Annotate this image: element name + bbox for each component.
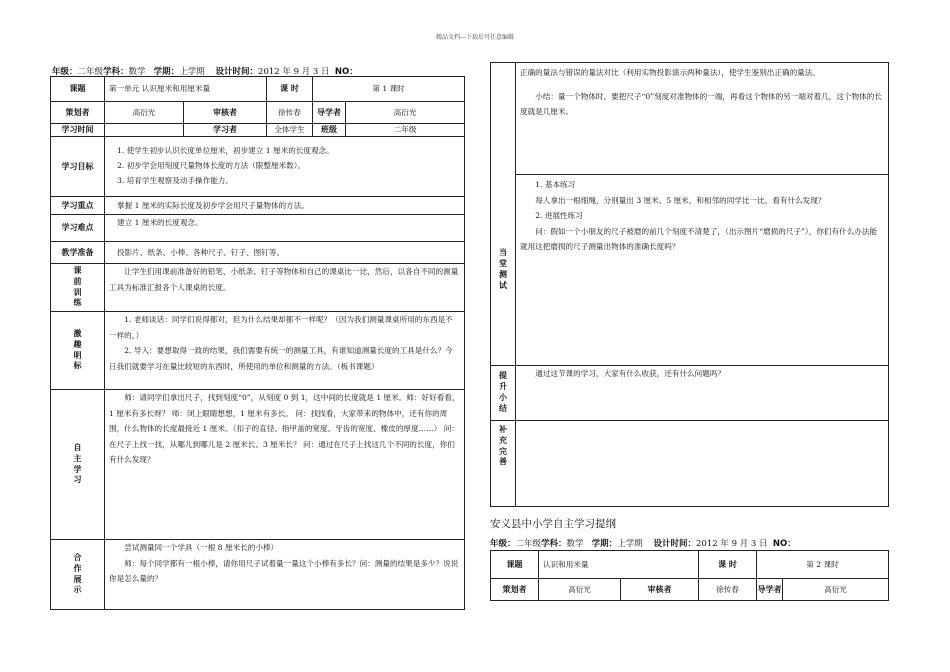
coop-text-2: 师：每个同学都有一根小棒，请你用尺子试着量一量这个小棒有多长？问：测量的结果是多少？说说你是怎么量的？ [109,558,459,584]
reviewer-label-2: 审核者 [621,579,699,601]
difficulty-value: 建立 1 厘米的长度观念。 [105,215,465,242]
subject-value-2: 数学 [566,539,584,549]
design-time-label: 设计时间： [215,67,259,77]
coop-cell [105,540,465,610]
test-item-1: 1. 基本练习 [535,180,576,189]
term-value: 上学期 [179,67,205,77]
improve-cell [516,366,889,421]
prep-value: 投影片、纸条、小棒、各种尺子、钉子、图钉等。 [105,242,465,264]
supplement-cell [516,421,889,507]
motivate-text-2: 2. 导入：要想取得一致的结果，我们需要有统一的测量工具，有谁知道测量长度的工具是什么？今日我们就要学习在量比较短的东西时，所使用的单位和测量的方法。（板书课题） [109,346,453,371]
selfstudy-cell [105,390,465,540]
test-item-4: 问：假如一个小朋友的尺子被磨的前几个刻度不清楚了，（出示图片“磨损的尺子”），你们有什么办法能就用这把磨损的尺子测量出物体的准确长度吗？ [520,226,878,252]
mentor-value: 高衍光 [346,102,465,124]
mentor-label-2: 导学者 [757,579,783,601]
test-label: 当 堂 测 试 [491,175,516,366]
period-value: 第 1 课时 [313,77,465,102]
mentor-value-2: 高衍光 [783,579,889,601]
grade-label: 年级： [52,67,78,77]
term-label-2: 学期： [591,539,618,549]
reviewer-value-2: 徐传春 [699,579,757,601]
improve-text: 通过这节课的学习，大家有什么收获，还有什么问题吗？ [535,369,726,378]
summary-text: 小结：量一个物体时，要把尺子“0”刻度对准物体的一端，再看这个物体的另一端对着几，这个物体的长度就是几厘米。 [520,91,882,117]
subject-label: 学科： [103,67,129,77]
period-label-2: 课 时 [699,551,757,579]
topic-label-2: 课题 [491,551,539,579]
planner-value-2: 高衍光 [539,579,621,601]
term-value-2: 上学期 [617,539,643,549]
subject-value: 数学 [128,67,146,77]
school-title: 安义县中小学自主学习提纲 [490,518,616,530]
no-label-2: NO： [772,539,796,549]
right-continued-left-col [491,63,516,175]
test-item-3: 2. 进展性练习 [535,211,583,221]
reviewer-label: 审核者 [184,102,267,124]
left-lesson-table [50,76,465,610]
keypoint-label: 学习重点 [51,197,105,215]
test-item-2: 每人拿出一根细绳，分别量出 3 厘米、5 厘米，和相邻的同学比一比，看有什么发现？ [535,195,826,205]
keypoint-value: 掌握 1 厘米的实际长度及初步学会用尺子量物体的方法。 [105,197,465,215]
topic-value-2: 认识和用米量 [539,551,699,579]
learner-label: 学习者 [184,124,267,137]
goal-item-2: 2. 初步学会用刻度尺量物体长度的方法（限整厘米数）。 [117,161,306,171]
coop-label: 合 作 展 示 [51,540,105,610]
improve-label: 提 升 小 结 [491,366,516,421]
learner-value: 全体学生 [267,124,313,137]
term-label: 学期： [153,67,180,77]
grade-label-2: 年级： [490,539,516,549]
design-time-label-2: 设计时间： [653,539,697,549]
design-time-value: 2012 年 9 月 3 日 [258,67,330,77]
goals-label: 学习目标 [51,137,105,197]
class-value: 二年级 [346,124,465,137]
planner-label: 策划者 [51,102,105,124]
goal-item-1: 1. 使学生初步认识长度单位厘米，初步建立 1 厘米的长度观念。 [117,146,334,156]
header-note: 精品文档---下载后可任意编辑 [435,34,515,41]
planner-value: 高衍光 [105,102,184,124]
reviewer-value: 徐传春 [267,102,313,124]
no-label: NO： [334,67,358,77]
selfstudy-text: 师：请同学们拿出尺子，找到刻度“0”，从刻度 0 到 1，这中间的长度就是 1 厘米。师：好好看看，1 厘米有多长呀？ 师：闭上眼睛想想，1 厘米有多长。 问：找找看，大家带来的物体中，还有你的周围，什么物体的长度最接近 1 厘米。（扣子的直径、指甲盖的宽度、牙齿的宽度、橡皮的厚度……） 问：在尺子上找一找，从哪儿到哪儿是 2 厘米长、3 厘米长？ 问：通过在尺子上找这几个不同的长度，你们有什么发现？ [109,393,460,465]
supplement-label: 补 充 完 善 [491,421,516,507]
pretrain-text: 让学生们用课前准备好的铅笔、小纸条、钉子等物体和自己的课桌比一比，然后，以各自不同的测量工具为标准汇报各个人课桌的长度。 [109,267,459,292]
subject-label-2: 学科： [541,539,567,549]
pretrain-label: 课 前 训 练 [51,264,105,312]
test-cell [516,175,889,366]
selfstudy-label: 自 主 学 习 [51,390,105,540]
period-value-2: 第 2 课时 [757,551,889,579]
difficulty-label: 学习难点 [51,215,105,242]
goals-cell [105,137,465,197]
design-time-value-2: 2012 年 9 月 3 日 [696,539,768,549]
pretrain-cell [105,264,465,312]
right-continued-cell [516,63,889,175]
right-meta-line [490,537,796,549]
coop-text-1: 尝试测量同一个学具（一根 8 厘米长的小棒） [124,543,279,552]
prep-label: 教学准备 [51,242,105,264]
grade-value: 二年级 [77,67,104,77]
right-lesson-table [490,62,889,507]
motivate-label: 激 趣 明 标 [51,312,105,390]
compare-text: 正确的量法与错误的量法对比（利用实物投影演示两种量法），使学生鉴别出正确的量法。 [520,68,820,77]
planner-label-2: 策划者 [491,579,539,601]
mentor-label: 导学者 [313,102,346,124]
goal-item-3: 3. 培育学生观察及动手操作能力。 [117,175,233,185]
motivate-text-1: 1. 老师谈话：同学们说得都对，但为什么结果却都不一样呢？（因为我们测量课桌所用的东西是不一样的。） [109,315,453,340]
topic-value: 第一单元 认识厘米和用厘米量 [105,77,267,102]
period-label: 课 时 [267,77,313,102]
study-time-value [105,124,184,137]
study-time-label: 学习时间 [51,124,105,137]
class-label: 班级 [313,124,346,137]
grade-value-2: 二年级 [515,539,542,549]
topic-label: 课题 [51,77,105,102]
motivate-cell [105,312,465,390]
right-lesson2-table [490,550,889,601]
